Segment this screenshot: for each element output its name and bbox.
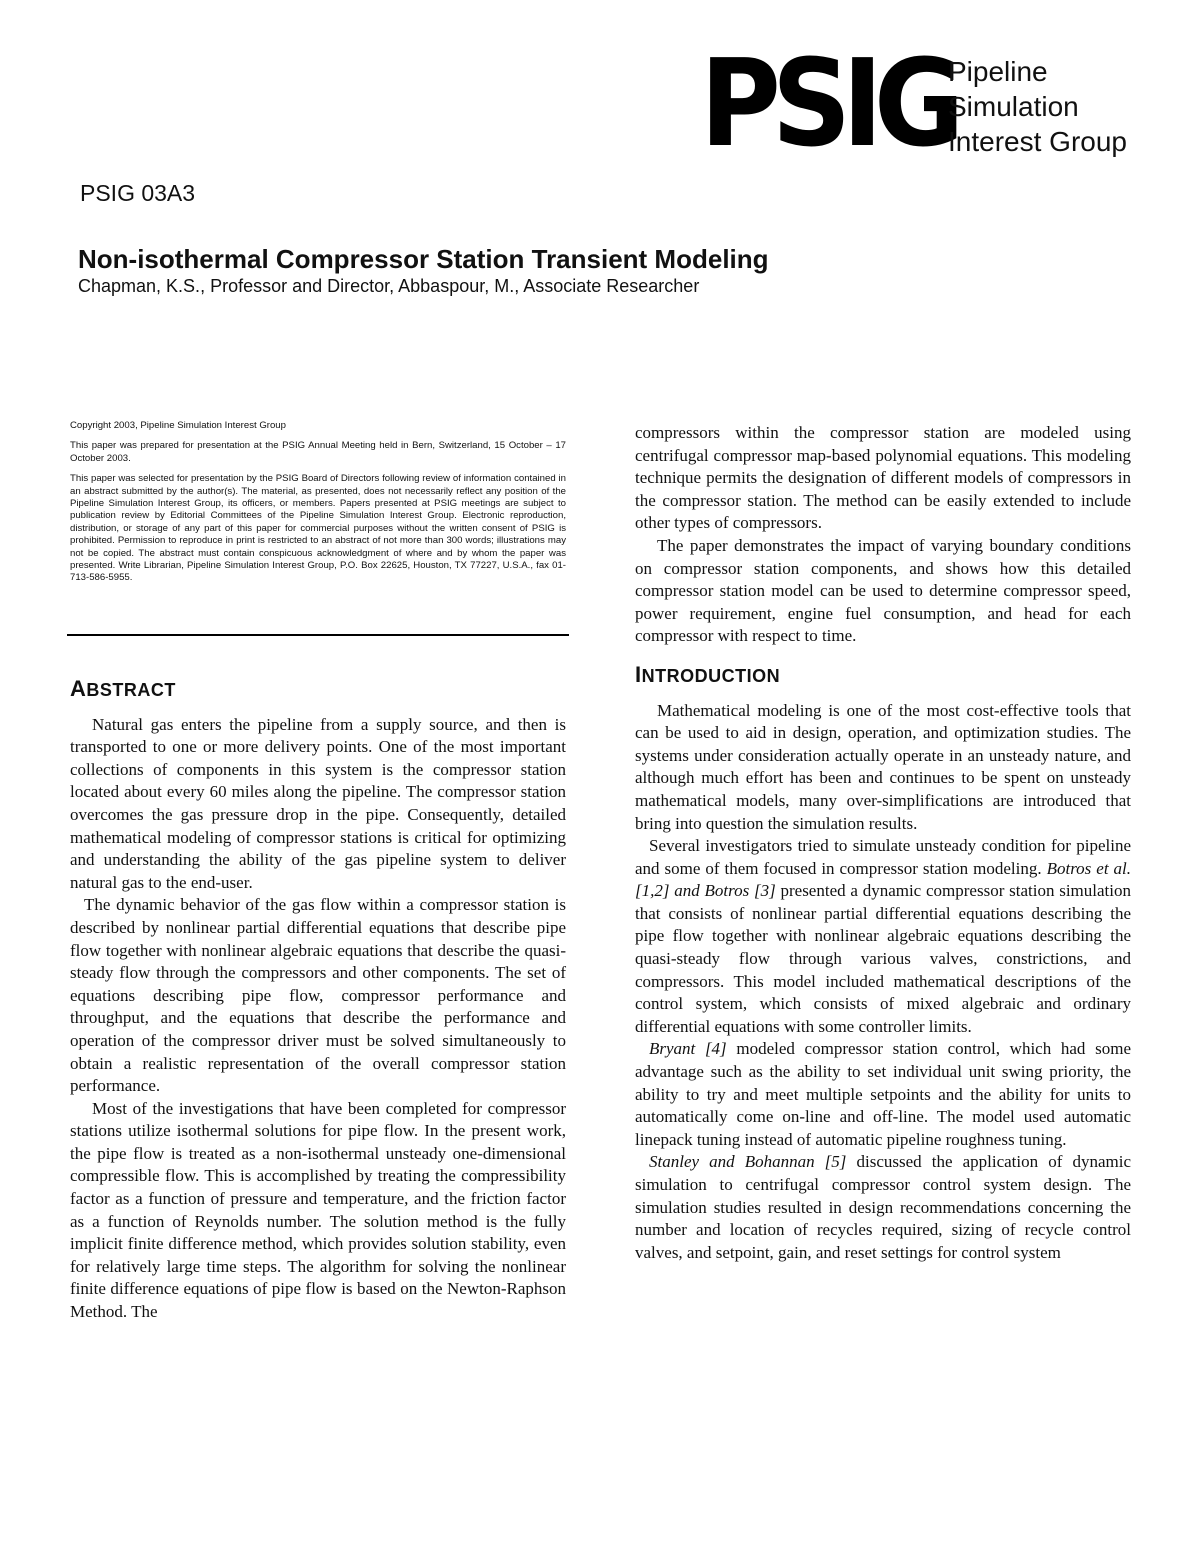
intro-paragraph-1: Mathematical modeling is one of the most cost-effective tools that can be used to aid in design, operation, and optimization studies. The systems under consideration actually operate in an unsteady nature, and although much effort has been and continues to be spent on unsteady mathematical models, many over-simplifications are introduced that bring into question the simulation results. xyxy=(635,700,1131,833)
abstract-paragraph-2: The dynamic behavior of the gas flow within a compressor station is described by nonlinear partial differential equations that describe pipe flow together with nonlinear algebraic equations that describe the quasi-steady flow through the compressors and other components. The set of equations describing pipe flow, compressor performance and throughput, and the equations that describe the performance and operation of the compressor driver must be solved simultaneously to obtain a realistic representation of the overall compressor station performance. xyxy=(70,895,566,1096)
copyright-line: Copyright 2003, Pipeline Simulation Interest Group xyxy=(70,420,286,431)
abstract-paragraph-4: compressors within the compressor station are modeled using centrifugal compressor map-based polynomial equations. This modeling technique permits the designation of different models of compressors in the compressor station. The method can be easily extended to include other types of compressors. xyxy=(635,423,1131,533)
left-column xyxy=(70,672,566,1324)
copyright-prepared: This paper was prepared for presentation at the PSIG Annual Meeting held in Bern, Switzerland, 15 October – 17 October 2003. xyxy=(70,440,566,464)
authors: Chapman, K.S., Professor and Director, Abbaspour, M., Associate Researcher xyxy=(78,276,700,296)
abstract-heading: ABSTRACT xyxy=(70,676,176,701)
introduction-heading: INTRODUCTION xyxy=(635,661,781,687)
right-column xyxy=(635,422,1131,1264)
copyright-selection: This paper was selected for presentation by the PSIG Board of Directors following review of information contained in an abstract submitted by the author(s). The material, as presented, does not necessarily reflect any position of the Pipeline Simulation Interest Group, its officers, or members. Papers presented at PSIG meetings are subject to publication review by Editorial Committees of the Pipeline Simulation Interest Group. Electronic reproduction, distribution, or storage of any part of this paper for commercial purposes without the written consent of PSIG is prohibited. Permission to reproduce in print is restricted to an abstract of not more than 300 words; illustrations may not be copied. The abstract must contain conspicuous acknowledgment of where and by whom the paper was presented. Write Librarian, Pipeline Simulation Interest Group, P.O. Box 22625, Houston, TX 77227, U.S.A., fax 01-713-586-5955. xyxy=(70,473,566,584)
paper-id: PSIG 03A3 xyxy=(80,180,196,206)
citation-botros: Botros et al. [1,2] and Botros [3] xyxy=(635,858,1131,901)
intro-paragraph-3: Bryant [4] modeled compressor station control, which had some advantage such as the ability to set individual unit swing priority, the ability to try and meet multiple setpoints and the ability for units to automatically come on-line and off-line. The model used automatic linepack tuning instead of automatic pipeline roughness tuning. xyxy=(635,1039,1131,1149)
intro-paragraph-2: Several investigators tried to simulate unsteady condition for pipeline and some of them focused in compressor station modeling. Botros et al. [1,2] and Botros [3] presented a dynamic compressor station simulation that consists of nonlinear partial differential equations describing the pipe flow together with nonlinear algebraic equations describing the quasi-steady flow through various valves, constrictions, and compressors. This model included mathematical descriptions of the control system, which consists of mixed algebraic and ordinary differential equations with some controller limits. xyxy=(635,836,1131,1036)
psig-logo xyxy=(700,35,1140,174)
divider-rule xyxy=(67,634,569,636)
logo-line-3: Interest Group xyxy=(948,126,1127,157)
abstract-paragraph-3: Most of the investigations that have been completed for compressor stations utilize isothermal solutions for pipe flow. In the present work, the pipe flow is treated as a non-isothermal unsteady one-dimensional compressible flow. This is accomplished by treating the compressibility factor as a function of pressure and temperature, and the friction factor as a function of Reynolds number. The solution method is the fully implicit finite difference method, which provides solution stability, even for relatively large time steps. The algorithm for solving the nonlinear finite difference equations of pipe flow is based on the Newton-Raphson Method. The xyxy=(70,1098,566,1322)
paper-title: Non-isothermal Compressor Station Transient Modeling xyxy=(78,244,769,274)
citation-bryant: Bryant [4] xyxy=(649,1039,727,1059)
abstract-paragraph-1: Natural gas enters the pipeline from a supply source, and then is transported to one or more delivery points. One of the most important collections of components in this system is the compressor station located about every 60 miles along the pipeline. The compressor station overcomes the gas pressure drop in the pipe. Consequently, detailed mathematical modeling of compressor stations is critical for optimizing and understanding the ability of the gas pipeline system to deliver natural gas to the end-user. xyxy=(70,714,566,892)
logo-line-2: Simulation xyxy=(948,91,1079,122)
copyright-notice xyxy=(70,420,566,593)
abstract-paragraph-5: The paper demonstrates the impact of varying boundary conditions on compressor station components, and shows how this detailed compressor station model can be used to determine compressor speed, power requirement, engine fuel consumption, and head for each compressor with respect to time. xyxy=(635,535,1131,646)
intro-paragraph-4: Stanley and Bohannan [5] discussed the application of dynamic simulation to centrifugal compressor control system design. The simulation studies resulted in design recommendations concerning the number and location of recycles required, sizing of recycle control valves, and setpoint, gain, and reset settings for control system xyxy=(635,1152,1131,1262)
logo-mark: PSIG xyxy=(700,35,956,174)
logo-line-1: Pipeline xyxy=(948,56,1048,87)
logo-text xyxy=(948,54,1127,159)
citation-stanley-bohannan: Stanley and Bohannan [5] xyxy=(649,1152,847,1172)
